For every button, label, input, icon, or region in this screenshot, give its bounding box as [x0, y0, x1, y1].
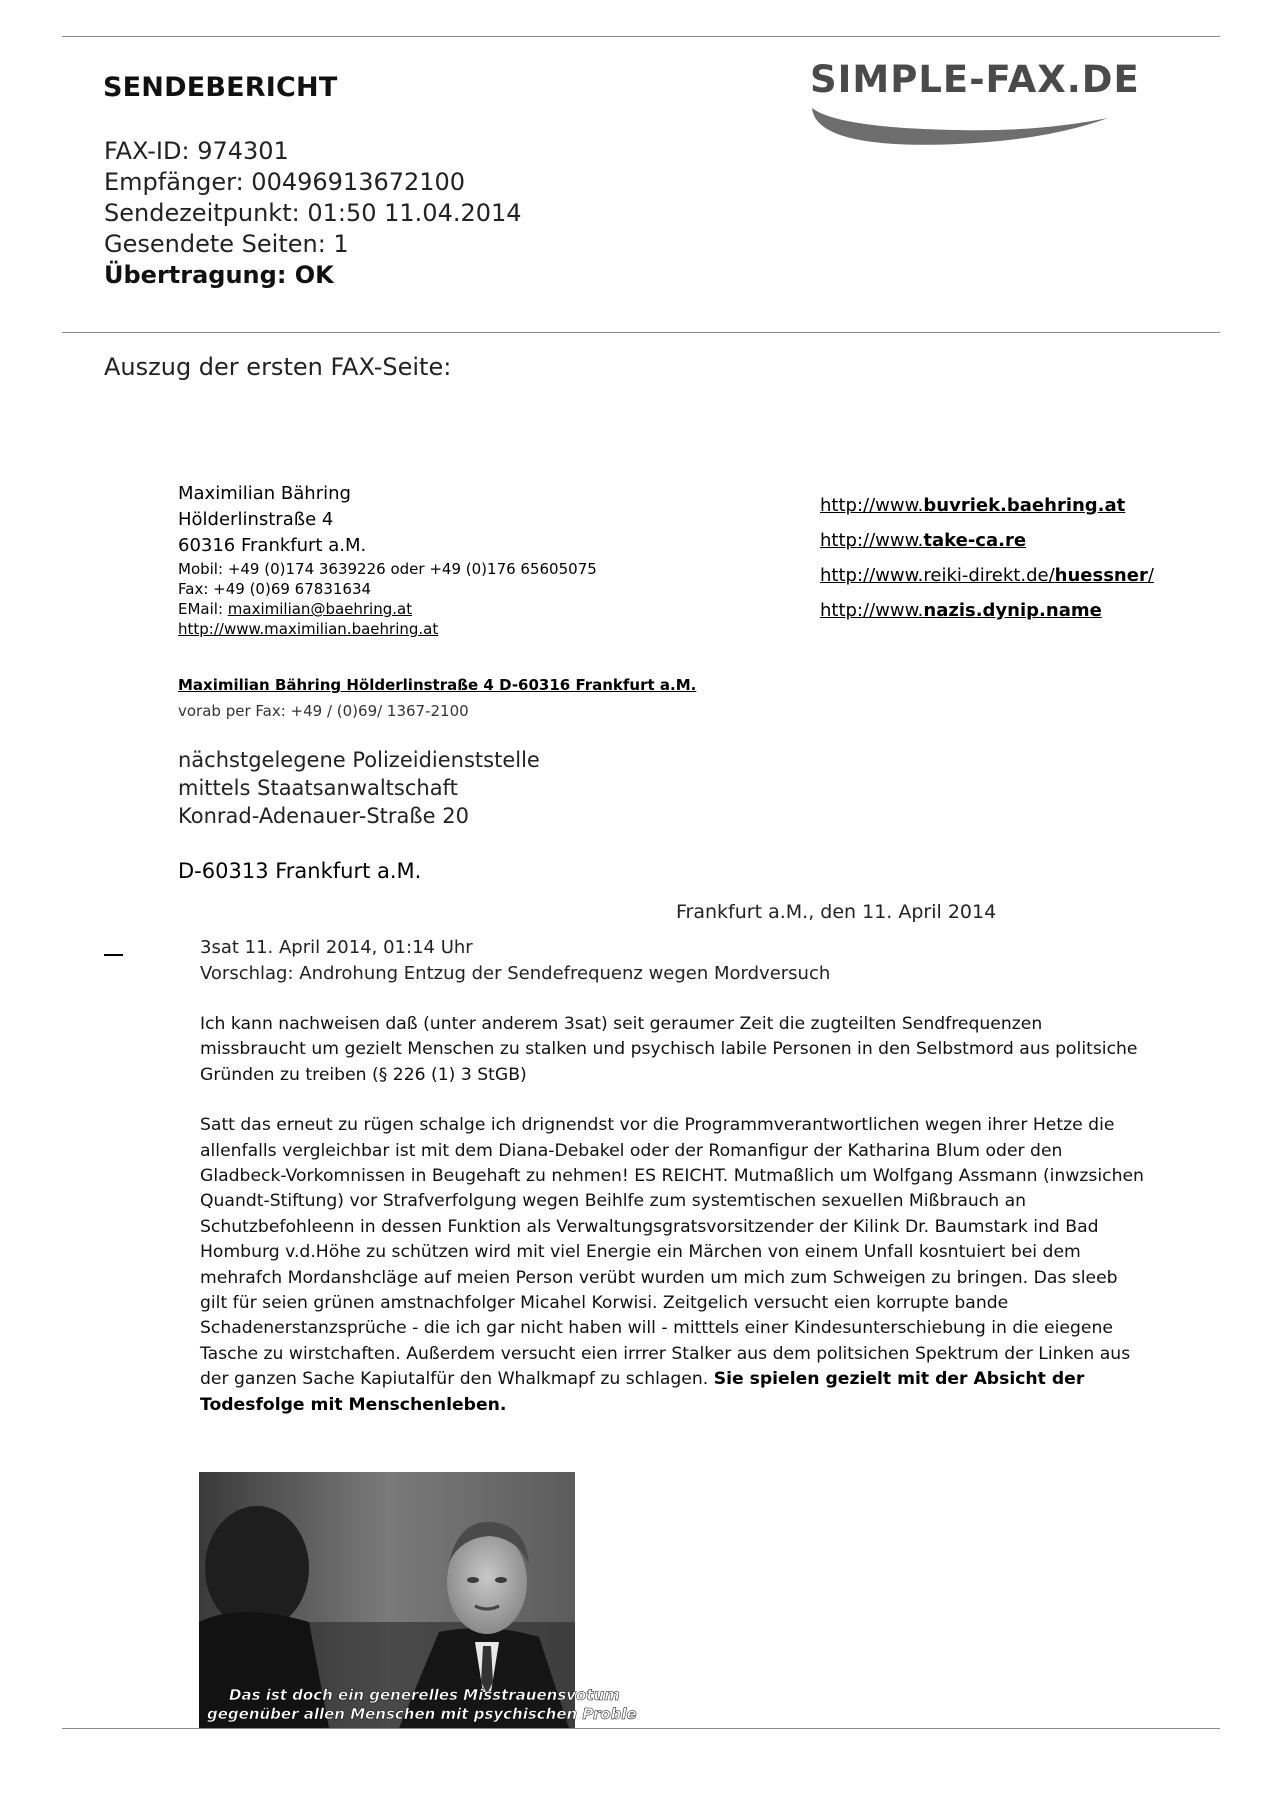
paragraph-1: Ich kann nachweisen daß (unter anderem 3sat) seit geraumer Zeit die zugteilten Sendfrequenzen missbraucht um gezielt Menschen zu stalken und psychisch labile Personen in den Selbstmord aus politsiche Gründen zu treiben (§ 226 (1) 3 StGB) — [200, 1014, 1138, 1085]
link-reiki[interactable]: http://www.reiki-direkt.de/huessner/ — [820, 565, 1154, 586]
paragraph-2-text: Satt das erneut zu rügen schalge ich drignendst vor die Programmverantwortlichen wegen ihrer Hetze die allenfalls vergleichbar ist mit dem Diana-Debakel oder der Romanfigur der Katharina Blum oder den Gladbeck-Vorkomnissen in Beugehaft zu nehmen! ES REICHT. Mutmaßlich um Wolfgang Assmann (inwzsichen Quandt-Stiftung) vor Strafverfolgung wegen Beihlfe zum systemtischen sexuellen Mißbrauch an Schutzbefohleenn in dessen Funktion als Verwaltungsgratsvorsitzender der Kilink Dr. Baumstark ind Bad Homburg v.d.Höhe zu schützen wird mit viel Energie ein Märchen von einem Unfall kosntuiert bei dem mehrafch Mordanshcläge auf meien Person verübt wurden um mich zum Schweigen zu bringen. Das sleeb gilt für seien grünen amstnachfolger Micahel Korwisi. Zeitgelich versucht eien korrupte bande Schadenerstanzsprüche - die ich gar nicht haben will - mitttels einer Kindesunterschiebung in die eiegene Tasche zu wirstchaften. Außerdem versucht eien irrrer Stalker aus dem politsichen Spektrum der Linken aus der ganzen Sache Kapiutalfür den Whalkmapf zu schlagen. — [200, 1115, 1144, 1390]
subject-block — [200, 935, 830, 987]
sender-website-link[interactable]: http://www.maximilian.baehring.at — [178, 620, 439, 638]
email-label: EMail: — [178, 600, 223, 618]
mobile-number: +49 (0)174 3639226 — [227, 560, 386, 578]
mobile-label: Mobil: — [178, 560, 224, 578]
paragraph-2 — [200, 1113, 1145, 1418]
mobile-number-2: +49 (0)176 65605075 — [429, 560, 597, 578]
paragraph-2-bold: Sie spielen gezielt mit der Absicht der Todesfolge mit Menschenleben. — [200, 1369, 1085, 1415]
report-meta — [104, 136, 522, 291]
link-item — [820, 488, 1154, 523]
caption-line-1: Das ist doch ein generelles Misstrauensvotum — [229, 1686, 620, 1704]
recipient-line: Konrad-Adenauer-Straße 20 — [178, 804, 469, 828]
bottom-rule — [62, 1728, 1220, 1729]
dateline: Frankfurt a.M., den 11. April 2014 — [676, 901, 997, 923]
link-item — [820, 593, 1154, 628]
sender-block — [178, 481, 597, 639]
sender-mobile-line — [178, 559, 597, 579]
links-list — [820, 488, 1154, 628]
simple-fax-logo — [808, 58, 1200, 148]
report-title: SENDEBERICHT — [103, 72, 338, 103]
top-rule — [62, 36, 1220, 37]
letter-body — [200, 1012, 1145, 1443]
logo-text: SIMPLE-FAX.DE — [810, 58, 1140, 101]
sender-fax-line — [178, 579, 597, 599]
sender-web-line — [178, 619, 597, 639]
fax-id: FAX-ID: 974301 — [104, 137, 289, 165]
recipient-line: mittels Staatsanwaltschaft — [178, 776, 458, 800]
recipient-number: Empfänger: 00496913672100 — [104, 168, 466, 196]
sender-city: 60316 Frankfurt a.M. — [178, 535, 367, 556]
fax-label: Fax: — [178, 580, 209, 598]
sender-email-line — [178, 599, 597, 619]
fold-mark — [104, 954, 123, 956]
link-item — [820, 558, 1154, 593]
or-text: oder — [390, 560, 425, 578]
link-take-ca[interactable]: http://www.take-ca.re — [820, 530, 1027, 551]
middle-rule — [62, 332, 1220, 333]
send-time: Sendezeitpunkt: 01:50 11.04.2014 — [104, 199, 522, 227]
caption-line-2: gegenüber allen Menschen mit psychischen Proble — [207, 1705, 637, 1723]
link-nazis[interactable]: http://www.nazis.dynip.name — [820, 600, 1102, 621]
prefax-line: vorab per Fax: +49 / (0)69/ 1367-2100 — [178, 702, 469, 720]
recipient-city: D-60313 Frankfurt a.M. — [178, 859, 422, 883]
email-link[interactable]: maximilian@baehring.at — [227, 600, 413, 618]
recipient-line: nächstgelegene Polizeidienststelle — [178, 748, 540, 772]
recipient-block — [178, 746, 540, 830]
fax-number: +49 (0)69 67831634 — [213, 580, 372, 598]
link-buvriek[interactable]: http://www.buvriek.baehring.at — [820, 495, 1126, 516]
sent-pages: Gesendete Seiten: 1 — [104, 230, 349, 258]
tv-screenshot-image — [199, 1472, 637, 1728]
subject-line-1: 3sat 11. April 2014, 01:14 Uhr — [200, 937, 473, 958]
sender-name: Maximilian Bähring — [178, 483, 351, 504]
link-item — [820, 523, 1154, 558]
sender-street: Hölderlinstraße 4 — [178, 509, 334, 530]
transfer-status: Übertragung: OK — [104, 261, 334, 289]
subject-line-2: Vorschlag: Androhung Entzug der Sendefrequenz wegen Mordversuch — [200, 963, 831, 984]
return-address: Maximilian Bähring Hölderlinstraße 4 D-60316 Frankfurt a.M. — [178, 676, 697, 694]
excerpt-label: Auszug der ersten FAX-Seite: — [104, 353, 452, 381]
